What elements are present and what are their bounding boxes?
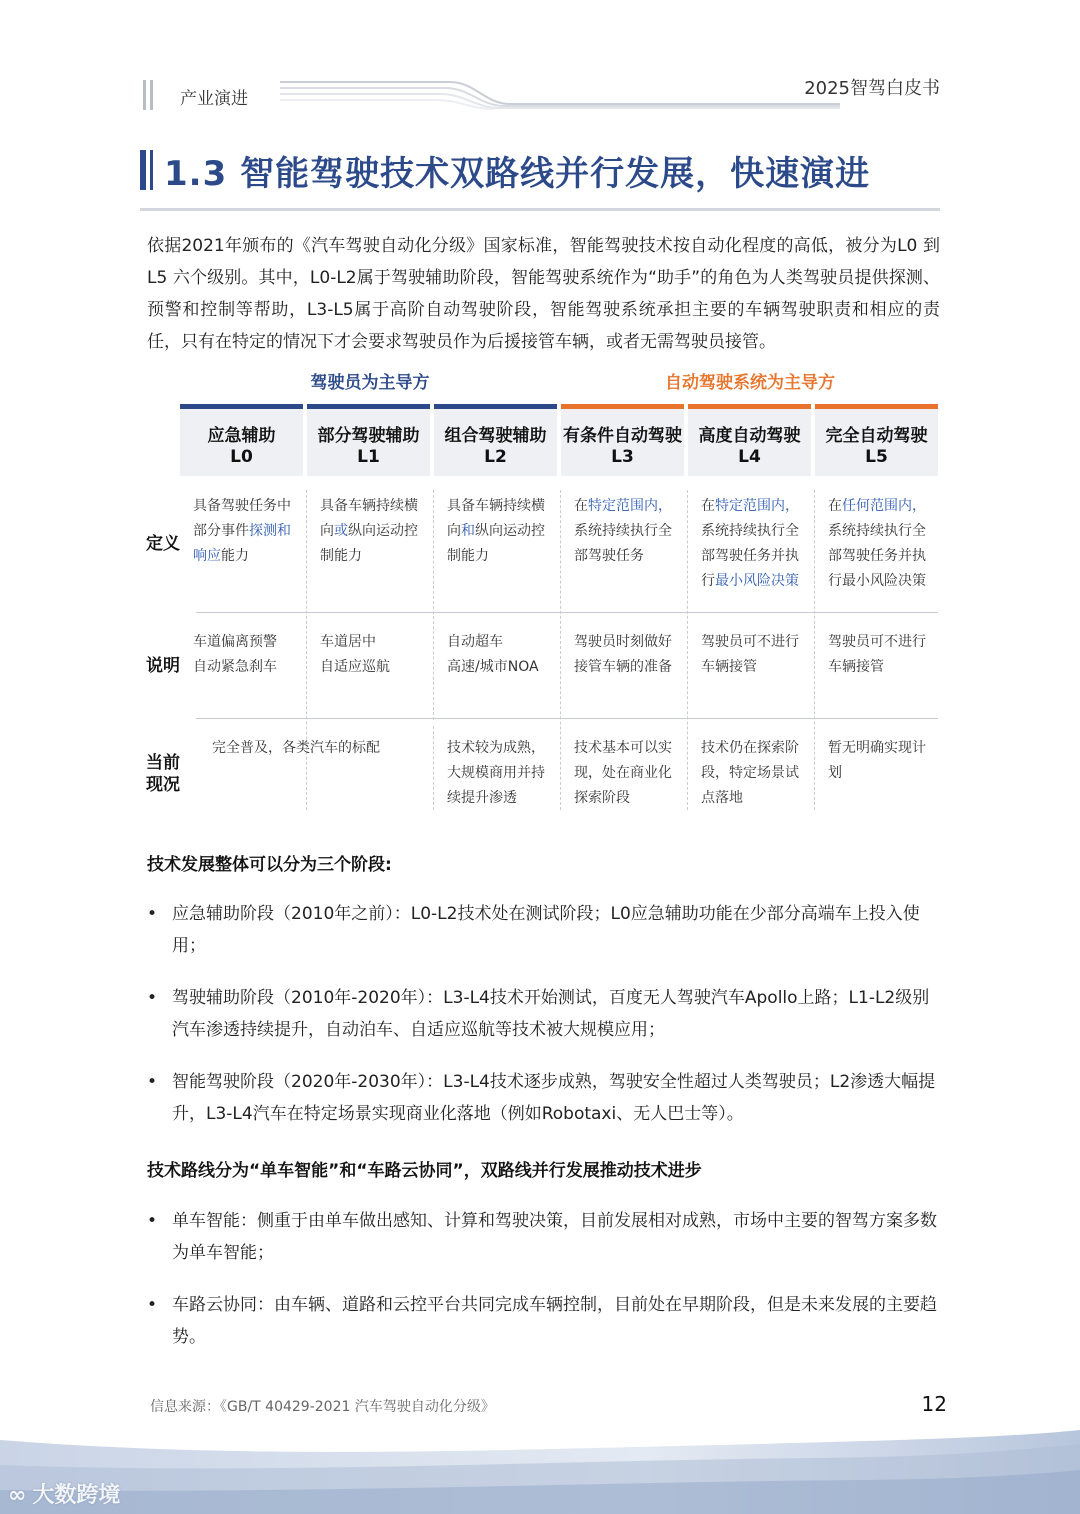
page-number: 12 [921,1392,947,1416]
status-cell-l2: 技术较为成熟， 大规模商用并持 续提升渗透 [447,740,545,806]
column-header-l1: 部分驾驶辅助 L1 [307,404,430,476]
column-header-l3: 有条件自动驾驶 L3 [561,404,684,476]
group-label-driver: 驾驶员为主导方 [310,373,430,393]
grid-line [306,490,307,810]
column-header-l5: 完全自动驾驶 L5 [815,404,938,476]
header-decoration [143,80,155,110]
definition-cell-l2: 具备车辆持续横 向和纵向运动控 制能力 [447,498,545,564]
title-accent-bars [140,150,160,190]
definition-cell-l0: 具备驾驶任务中 部分事件探测和 响应能力 [193,498,291,564]
definition-cell-l4: 在特定范围内， 系统持续执行全 部驾驶任务并执 行最小风险决策 [701,498,799,589]
title-divider [140,208,940,211]
status-cell-l4: 技术仍在探索阶 段，特定场景试 点落地 [701,740,799,806]
row-divider [196,612,938,613]
grid-line [814,490,815,810]
header-doc-title: 2025智驾白皮书 [804,78,940,99]
row-label-note: 说明 [146,656,180,676]
source-note: 信息来源：《GB/T 40429-2021 汽车驾驶自动化分级》 [150,1399,495,1415]
row-divider [196,718,938,719]
definition-cell-l3: 在特定范围内， 系统持续执行全 部驾驶任务 [574,498,672,564]
phase-item: • 驾驶辅助阶段（2010年-2020年）：L3-L4技术开始测试，百度无人驾驶汽车Apollo上路；L1-L2级别汽车渗透持续提升，自动泊车、自适应巡航等技术被大规模应用； [147,988,930,1040]
header-swoosh-graphic [280,74,840,110]
routes-heading: 技术路线分为“单车智能”和“车路云协同”，双路线并行发展推动技术进步 [147,1161,702,1181]
definition-cell-l1: 具备车辆持续横 向或纵向运动控 制能力 [320,498,418,564]
group-label-system: 自动驾驶系统为主导方 [665,373,835,393]
grid-line [560,490,561,810]
row-label-definition: 定义 [146,534,180,554]
watermark-logo-icon: ∞ [8,1483,27,1508]
status-cell-l3: 技术基本可以实 现，处在商业化 探索阶段 [574,740,672,806]
route-item: • 单车智能：侧重于由单车做出感知、计算和驾驶决策，目前发展相对成熟，市场中主要的智驾方案多数为单车智能； [147,1211,937,1263]
status-cell-l5: 暂无明确实现计 划 [828,740,926,781]
note-cell-l4: 驾驶员可不进行 车辆接管 [701,634,799,675]
phases-heading: 技术发展整体可以分为三个阶段: [147,855,392,875]
intro-paragraph: 依据2021年颁布的《汽车驾驶自动化分级》国家标准，智能驾驶技术按自动化程度的高低，被分为L0 到 L5 六个级别。其中，L0-L2属于驾驶辅助阶段，智能驾驶系统作为“助手”的角色为人类驾驶员提供探测、预警和控制等帮助，L3-L5属于高阶自动驾驶阶段，智能驾驶系统承担主要的车辆驾驶职责和相应的责任，只有在特定的情况下才会要求驾驶员作为后援接管车辆，或者无需驾驶员接管。 [147,236,940,352]
note-cell-l3: 驾驶员时刻做好 接管车辆的准备 [574,634,672,675]
watermark: ∞ 大数跨境 [8,1483,121,1508]
section-title: 1.3 智能驾驶技术双路线并行发展，快速演进 [164,154,871,194]
note-cell-l0: 车道偏离预警 自动紧急刹车 [193,634,277,675]
note-cell-l1: 车道居中 自适应巡航 [320,634,390,675]
grid-line [687,490,688,810]
column-header-l2: 组合驾驶辅助 L2 [434,404,557,476]
grid-line [433,726,434,810]
column-header-l0: 应急辅助 L0 [180,404,303,476]
note-cell-l5: 驾驶员可不进行 车辆接管 [828,634,926,675]
route-item: • 车路云协同：由车辆、道路和云控平台共同完成车辆控制，目前处在早期阶段，但是未来发展的主要趋势。 [147,1295,937,1347]
status-cell-l0-l1: 完全普及，各类汽车的标配 [212,740,380,756]
grid-line [433,490,434,720]
footer-wave-graphic [0,1420,1080,1514]
note-cell-l2: 自动超车 高速/城市NOA [447,634,539,675]
row-label-status: 当前 现况 [146,753,180,795]
header-section-label: 产业演进 [180,89,248,109]
definition-cell-l5: 在任何范围内， 系统持续执行全 部驾驶任务并执 行最小风险决策 [828,498,926,589]
phase-item: • 应急辅助阶段（2010年之前）：L0-L2技术处在测试阶段；L0应急辅助功能在少部分高端车上投入使用； [147,904,920,956]
phase-item: • 智能驾驶阶段（2020年-2030年）：L3-L4技术逐步成熟，驾驶安全性超过人类驾驶员；L2渗透大幅提升，L3-L4汽车在特定场景实现商业化落地（例如Robotaxi、无人巴士等）。 [147,1072,936,1124]
column-header-l4: 高度自动驾驶 L4 [688,404,811,476]
